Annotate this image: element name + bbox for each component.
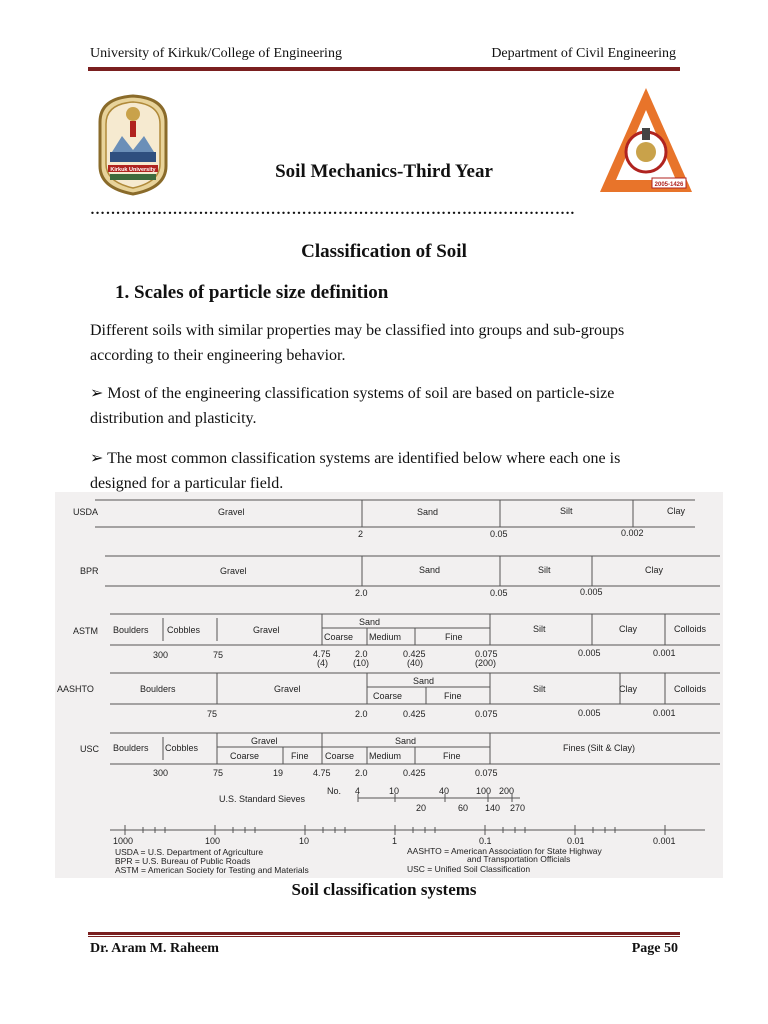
system-aashto: AASHTO [57, 684, 94, 694]
system-usda: USDA [73, 507, 99, 517]
usc-gravel-coarse: Coarse [230, 751, 260, 761]
astm-colloids: Colloids [674, 624, 707, 634]
dotted-separator: …………………………………………………………………………………. [90, 202, 575, 218]
astm-limit: 300 [153, 650, 169, 660]
system-bpr: BPR [80, 566, 99, 576]
sieve-number: 60 [458, 803, 469, 813]
usc-sand: Sand [395, 736, 417, 746]
system-astm: ASTM [73, 626, 99, 636]
usda-silt: Silt [560, 506, 573, 516]
section-title: Classification of Soil [301, 241, 467, 262]
logo-year-text: 2005-1426 [654, 182, 684, 188]
usc-limit: 0.075 [475, 768, 498, 778]
bpr-sand: Sand [419, 565, 441, 575]
aashto-coarse: Coarse [373, 691, 403, 701]
astm-coarse: Coarse [324, 632, 354, 642]
aashto-limit: 0.001 [653, 708, 676, 718]
logo-text: Kirkuk University [110, 167, 156, 173]
astm-limit: 0.005 [578, 648, 601, 658]
header-divider [88, 67, 680, 71]
scale-tick-label: 10 [299, 836, 310, 846]
sieves-label: U.S. Standard Sieves [219, 794, 306, 804]
legend-aashto-cont: and Transportation Officials [467, 854, 571, 864]
usc-limit: 2.0 [355, 768, 368, 778]
usc-sand-medium: Medium [369, 751, 402, 761]
college-logo [596, 84, 696, 201]
footer-author: Dr. Aram M. Raheem [90, 941, 219, 956]
legend-aashto: AASHTO = American Association for State Highway [407, 846, 602, 856]
page-number: Page 50 [631, 941, 678, 956]
astm-limit: 0.425 [403, 649, 426, 659]
bpr-limit: 2.0 [355, 588, 368, 598]
legend-astm: ASTM = American Society for Testing and Materials [115, 865, 309, 875]
bpr-silt: Silt [538, 565, 551, 575]
usda-gravel: Gravel [218, 507, 245, 517]
astm-limit: 4.75 [313, 649, 331, 659]
usda-limit: 2 [358, 529, 364, 539]
astm-limit: 2.0 [355, 649, 368, 659]
usc-limit: 75 [213, 768, 224, 778]
bpr-gravel: Gravel [220, 566, 247, 576]
sieve-number: 270 [510, 803, 526, 813]
usc-sand-fine: Fine [443, 751, 461, 761]
paragraph-bullet-1: ➢ Most of the engineering classification systems of soil are based on particle-size distribution and plasticity. [90, 385, 615, 427]
aashto-colloids: Colloids [674, 684, 707, 694]
aashto-boulders: Boulders [140, 684, 176, 694]
sieve-no-label: No. [327, 786, 342, 796]
bpr-clay: Clay [645, 565, 664, 575]
sieve-number: 4 [355, 786, 361, 796]
aashto-silt: Silt [533, 684, 546, 694]
paragraph-bullet-2: ➢ The most common classification systems are identified below where each one is designed for a particular field. [90, 450, 621, 492]
astm-medium: Medium [369, 632, 402, 642]
usda-limit: 0.002 [621, 528, 644, 538]
usc-limit: 0.425 [403, 768, 426, 778]
course-title: Soil Mechanics-Third Year [275, 161, 493, 182]
usc-gravel: Gravel [251, 736, 278, 746]
scale-tick-label: 0.1 [479, 836, 492, 846]
aashto-limit: 0.425 [403, 709, 426, 719]
astm-cobbles: Cobbles [167, 625, 201, 635]
astm-limit: (200) [475, 658, 497, 668]
legend-usda: USDA = U.S. Department of Agriculture [115, 847, 264, 857]
aashto-fine: Fine [444, 691, 462, 701]
astm-clay: Clay [619, 624, 638, 634]
aashto-limit: 2.0 [355, 709, 368, 719]
classification-figure [55, 492, 723, 878]
usc-limit: 4.75 [313, 768, 331, 778]
sieve-number: 40 [439, 786, 450, 796]
astm-boulders: Boulders [113, 625, 149, 635]
aashto-limit: 75 [207, 709, 218, 719]
sieve-number: 200 [499, 786, 515, 796]
header-department: Department of Civil Engineering [491, 46, 676, 61]
scale-tick-label: 100 [205, 836, 221, 846]
aashto-limit: 0.075 [475, 709, 498, 719]
usc-boulders: Boulders [113, 743, 149, 753]
scale-tick-label: 1 [392, 836, 398, 846]
sieve-number: 20 [416, 803, 427, 813]
usc-fines: Fines (Silt & Clay) [563, 743, 636, 753]
figure-caption: Soil classification systems [291, 880, 477, 899]
scale-tick-label: 0.01 [567, 836, 585, 846]
usc-cobbles: Cobbles [165, 743, 199, 753]
astm-limit: (4) [317, 658, 328, 668]
footer-divider [88, 932, 680, 935]
paragraph-intro: Different soils with similar properties may be classified into groups and sub-groups according to their engineering behavior. [90, 322, 625, 364]
sieve-number: 100 [476, 786, 492, 796]
astm-sand: Sand [359, 617, 381, 627]
bpr-limit: 0.05 [490, 588, 508, 598]
aashto-sand: Sand [413, 676, 435, 686]
aashto-clay: Clay [619, 684, 638, 694]
astm-silt: Silt [533, 624, 546, 634]
usc-limit: 300 [153, 768, 169, 778]
university-logo [92, 92, 174, 201]
astm-limit: 75 [213, 650, 224, 660]
sieve-number: 140 [485, 803, 501, 813]
footer-divider-thin [88, 936, 680, 937]
bpr-limit: 0.005 [580, 587, 603, 597]
aashto-limit: 0.005 [578, 708, 601, 718]
usc-sand-coarse: Coarse [325, 751, 355, 761]
astm-fine: Fine [445, 632, 463, 642]
aashto-gravel: Gravel [274, 684, 301, 694]
astm-limit: 0.075 [475, 649, 498, 659]
sieve-number: 10 [389, 786, 400, 796]
subsection-title: 1. Scales of particle size definition [115, 282, 389, 303]
scale-tick-label: 1000 [113, 836, 134, 846]
usda-limit: 0.05 [490, 529, 508, 539]
astm-limit: (10) [353, 658, 370, 668]
legend-bpr: BPR = U.S. Bureau of Public Roads [115, 856, 251, 866]
header-university: University of Kirkuk/College of Engineering [90, 46, 342, 61]
scale-tick-label: 0.001 [653, 836, 676, 846]
system-usc: USC [80, 744, 100, 754]
usc-gravel-fine: Fine [291, 751, 309, 761]
usc-limit: 19 [273, 768, 284, 778]
astm-limit: 0.001 [653, 648, 676, 658]
astm-gravel: Gravel [253, 625, 280, 635]
usda-clay: Clay [667, 506, 686, 516]
astm-limit: (40) [407, 658, 424, 668]
usda-sand: Sand [417, 507, 439, 517]
legend-usc: USC = Unified Soil Classification [407, 864, 531, 874]
